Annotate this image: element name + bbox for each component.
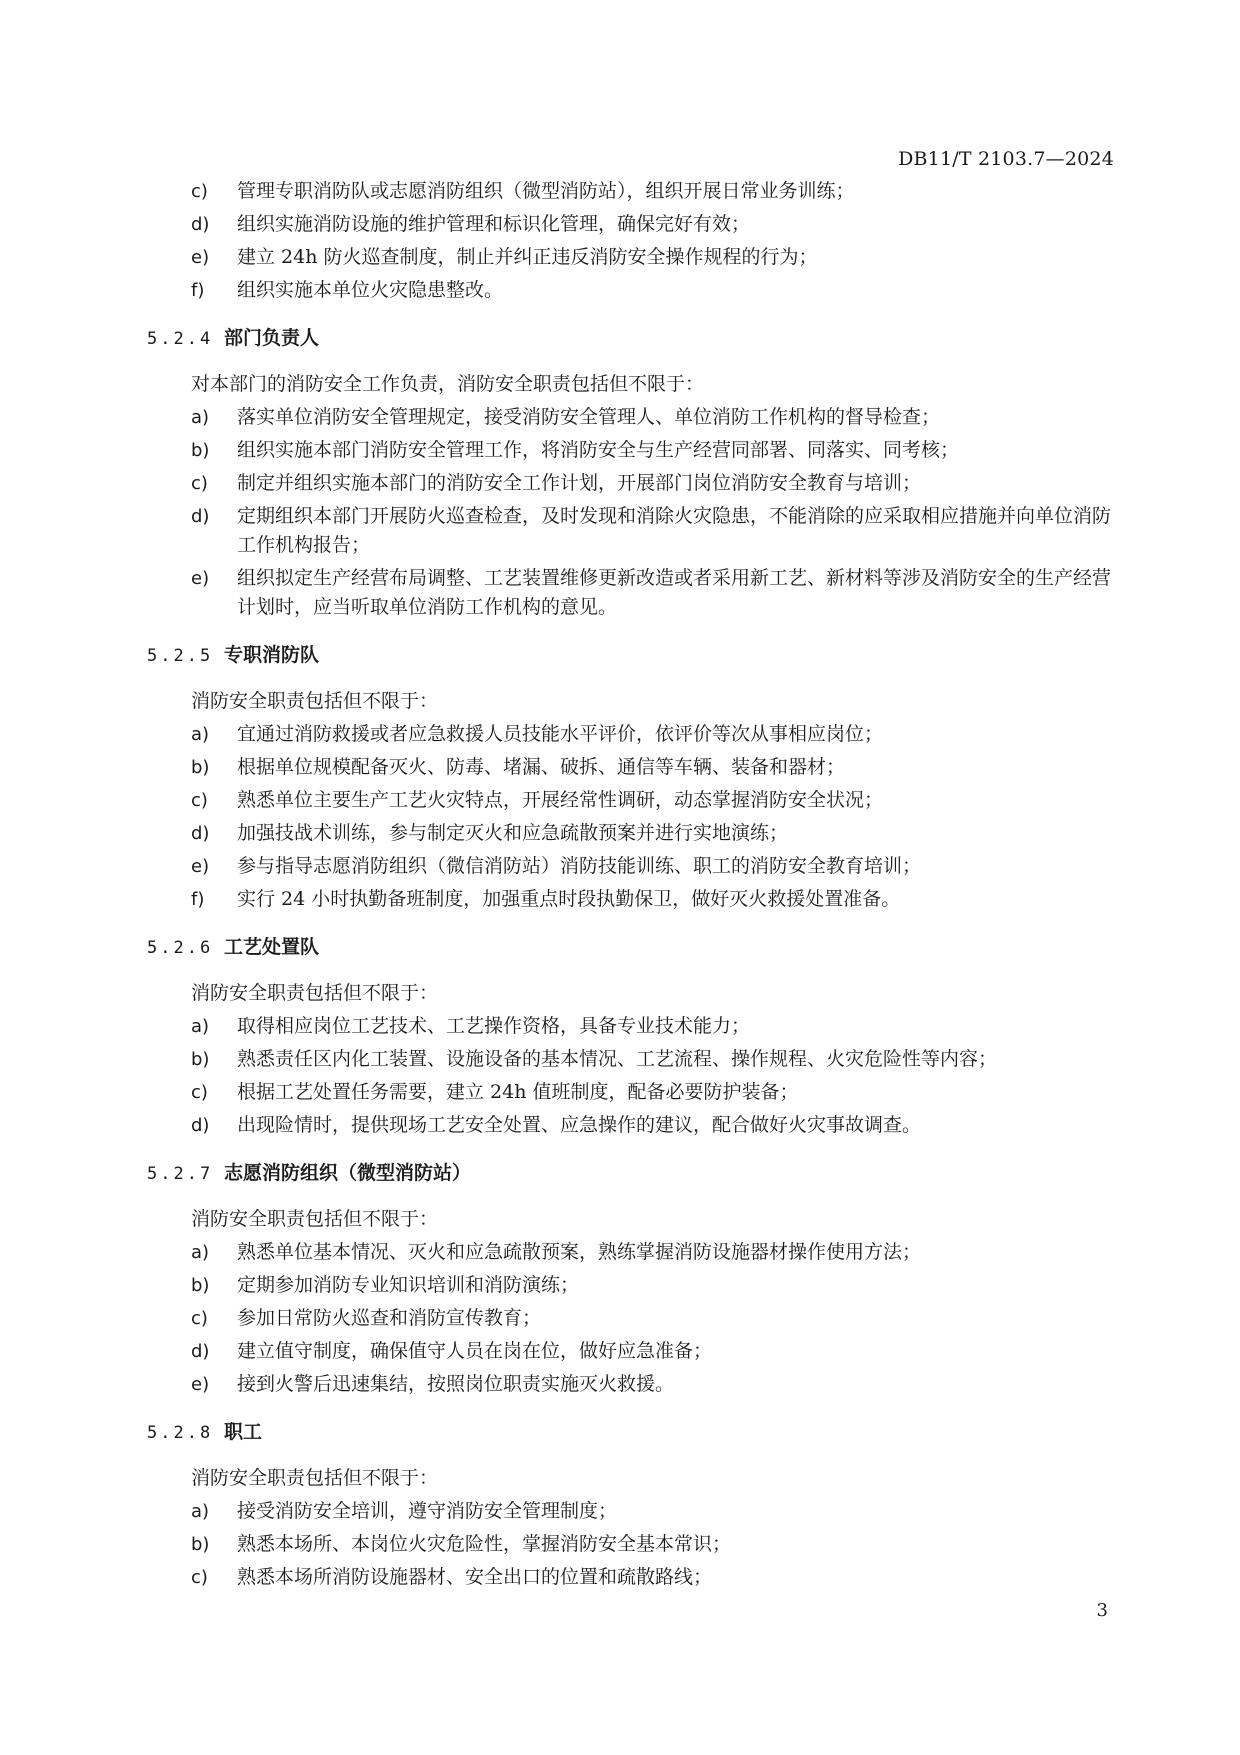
section-number: 5.2.7 (147, 1164, 214, 1184)
section-heading-5-2-8 (147, 1417, 1117, 1448)
list-marker: b) (191, 440, 210, 461)
list-marker: d) (191, 214, 210, 235)
list-marker: f) (191, 889, 205, 910)
list-item-text: 根据单位规模配备灭火、防毒、堵漏、破拆、通信等车辆、装备和器材； (237, 756, 846, 778)
list-item (147, 1304, 1117, 1333)
list-item-text: 接到火警后迅速集结，按照岗位职责实施灭火救援。 (237, 1373, 675, 1395)
list-item-text: 定期组织本部门开展防火巡查检查，及时发现和消除火灾隐患，不能消除的应采取相应措施并向单位消防工作机构报告； (237, 505, 1112, 556)
list-marker: c) (191, 790, 208, 811)
section-heading-5-2-7 (147, 1158, 1117, 1189)
list-item (147, 852, 1117, 881)
list-item-text: 熟悉责任区内化工装置、设施设备的基本情况、工艺流程、操作规程、火灾危险性等内容； (237, 1048, 998, 1070)
list-item (147, 1045, 1117, 1074)
list-marker: c) (191, 1308, 208, 1329)
list-item (147, 243, 1117, 272)
list-item (147, 786, 1117, 815)
list-item (147, 1271, 1117, 1300)
list-item-text: 加强技战术训练，参与制定灭火和应急疏散预案并进行实地演练； (237, 822, 789, 844)
list-item-text: 定期参加消防专业知识培训和消防演练； (237, 1274, 580, 1296)
list-item-text: 宜通过消防救援或者应急救援人员技能水平评价，依评价等次从事相应岗位； (237, 723, 884, 745)
list-marker: c) (191, 1567, 208, 1588)
section-number: 5.2.4 (147, 329, 214, 349)
list-marker: e) (191, 247, 210, 268)
section-title: 工艺处置队 (224, 936, 320, 958)
list-item-text: 熟悉单位主要生产工艺火灾特点，开展经常性调研，动态掌握消防安全状况； (237, 789, 884, 811)
list-item (147, 1337, 1117, 1366)
list-item-text: 制定并组织实施本部门的消防安全工作计划，开展部门岗位消防安全教育与培训； (237, 472, 922, 494)
list-marker: b) (191, 1275, 210, 1296)
list-marker: b) (191, 757, 210, 778)
list-item-text: 取得相应岗位工艺技术、工艺操作资格，具备专业技术能力； (237, 1015, 751, 1037)
list-item-text: 参与指导志愿消防组织（微信消防站）消防技能训练、职工的消防安全教育培训； (237, 855, 922, 877)
list-item (147, 1497, 1117, 1526)
list-marker: a) (191, 1501, 210, 1522)
list-item (147, 210, 1117, 239)
list-marker: a) (191, 1242, 210, 1263)
list-marker: e) (191, 856, 210, 877)
section-intro: 消防安全职责包括但不限于： (191, 1208, 439, 1230)
list-item (147, 819, 1117, 848)
list-item-text: 参加日常防火巡查和消防宣传教育； (237, 1307, 542, 1329)
list-item-text: 熟悉本场所、本岗位火灾危险性，掌握消防安全基本常识； (237, 1533, 732, 1555)
list-marker: a) (191, 1016, 210, 1037)
section-title: 职工 (224, 1421, 263, 1443)
list-item-text: 熟悉单位基本情况、灭火和应急疏散预案，熟练掌握消防设施器材操作使用方法； (237, 1241, 922, 1263)
list-item-text: 管理专职消防队或志愿消防组织（微型消防站），组织开展日常业务训练； (237, 180, 855, 202)
list-item (147, 502, 1117, 560)
section-title: 专职消防队 (224, 644, 320, 666)
list-item-text: 出现险情时，提供现场工艺安全处置、应急操作的建议，配合做好火灾事故调查。 (237, 1114, 922, 1136)
list-item-text: 组织实施本单位火灾隐患整改。 (237, 279, 504, 301)
list-item (147, 177, 1117, 206)
page-number: 3 (1096, 1600, 1108, 1621)
list-item-text: 实行 24 小时执勤备班制度，加强重点时段执勤保卫，做好灭火救援处置准备。 (237, 888, 901, 910)
list-item (147, 753, 1117, 782)
list-marker: c) (191, 473, 208, 494)
list-marker: a) (191, 407, 210, 428)
list-marker: c) (191, 1082, 208, 1103)
list-marker: a) (191, 724, 210, 745)
list-item (147, 1012, 1117, 1041)
list-item (147, 564, 1117, 622)
list-item-text: 熟悉本场所消防设施器材、安全出口的位置和疏散路线； (237, 1566, 713, 1588)
list-item-text: 接受消防安全培训，遵守消防安全管理制度； (237, 1500, 618, 1522)
section-number: 5.2.8 (147, 1423, 214, 1443)
list-marker: e) (191, 568, 210, 589)
section-heading-5-2-5 (147, 640, 1117, 671)
list-marker: d) (191, 1115, 210, 1136)
list-marker: f) (191, 280, 205, 301)
list-marker: c) (191, 181, 208, 202)
section-number: 5.2.5 (147, 646, 214, 666)
list-item (147, 720, 1117, 749)
section-intro: 消防安全职责包括但不限于： (191, 690, 439, 712)
list-marker: b) (191, 1534, 210, 1555)
section-intro: 消防安全职责包括但不限于： (191, 982, 439, 1004)
list-item (147, 1563, 1117, 1592)
document-code: DB11/T 2103.7—2024 (898, 148, 1114, 170)
list-marker: e) (191, 1374, 210, 1395)
list-marker: d) (191, 506, 210, 527)
list-item-text: 建立值守制度，确保值守人员在岗在位，做好应急准备； (237, 1340, 713, 1362)
list-item (147, 1238, 1117, 1267)
section-title: 部门负责人 (224, 327, 320, 349)
list-item (147, 885, 1117, 914)
section-intro: 消防安全职责包括但不限于： (191, 1467, 439, 1489)
list-item (147, 436, 1117, 465)
list-item (147, 469, 1117, 498)
section-title: 志愿消防组织（微型消防站） (224, 1162, 472, 1184)
document-body (147, 177, 1117, 1596)
list-item-text: 建立 24h 防火巡查制度，制止并纠正违反消防安全操作规程的行为； (237, 246, 818, 268)
list-item-text: 组织实施本部门消防安全管理工作，将消防安全与生产经营同部署、同落实、同考核； (237, 439, 960, 461)
section-heading-5-2-4 (147, 323, 1117, 354)
section-intro: 对本部门的消防安全工作负责，消防安全职责包括但不限于： (191, 373, 705, 395)
list-item (147, 1078, 1117, 1107)
list-item (147, 1111, 1117, 1140)
list-item-text: 组织实施消防设施的维护管理和标识化管理，确保完好有效； (237, 213, 751, 235)
list-item-text: 根据工艺处置任务需要，建立 24h 值班制度，配备必要防护装备； (237, 1081, 799, 1103)
list-marker: b) (191, 1049, 210, 1070)
section-number: 5.2.6 (147, 938, 214, 958)
list-item (147, 1530, 1117, 1559)
list-marker: d) (191, 823, 210, 844)
list-item (147, 403, 1117, 432)
list-item (147, 276, 1117, 305)
section-heading-5-2-6 (147, 932, 1117, 963)
list-item-text: 落实单位消防安全管理规定，接受消防安全管理人、单位消防工作机构的督导检查； (237, 406, 941, 428)
list-item-text: 组织拟定生产经营布局调整、工艺装置维修更新改造或者采用新工艺、新材料等涉及消防安全的生产经营计划时，应当听取单位消防工作机构的意见。 (237, 567, 1112, 618)
list-marker: d) (191, 1341, 210, 1362)
list-item (147, 1370, 1117, 1399)
